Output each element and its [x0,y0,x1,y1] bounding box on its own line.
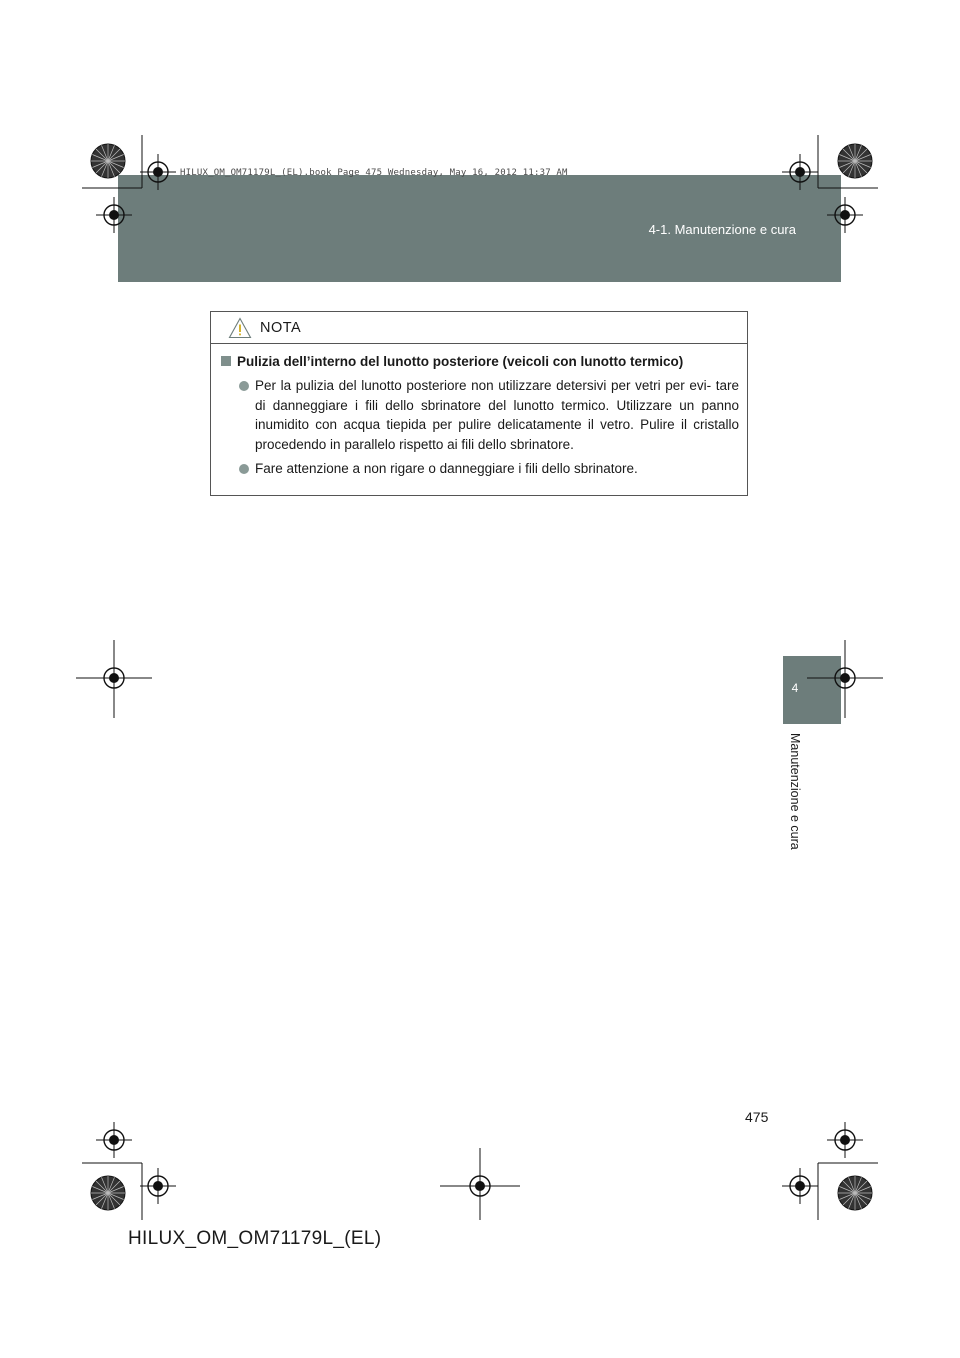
note-heading [219,352,739,371]
list-item [239,459,739,479]
circle-bullet-icon [239,381,249,391]
warning-icon [228,317,252,339]
circle-bullet-icon [239,464,249,474]
note-box [210,311,748,496]
note-heading-text: Pulizia dell’interno del lunotto posteriore (veicoli con lunotto termico) [237,354,684,369]
list-item-text: Fare attenzione a non rigare o danneggiare i fili dello sbrinatore. [255,461,638,476]
page-number: 475 [745,1109,769,1125]
note-label: NOTA [260,319,302,336]
list-item-text: Per la pulizia del lunotto posteriore non utilizzare detersivi per vetri per evi- tare di danneggiare i fili dello sbrinatore del lunotto termico. Utilizzare un panno inumidito con acqua tiepida per pulire delicatamente il vetro. Pulire il cristallo procedendo in parallelo rispetto ai fili dello sbrinatore. [255,378,739,452]
chapter-label: Manutenzione e cura [788,733,802,850]
note-header [211,312,747,344]
list-item [239,376,739,454]
square-bullet-icon [221,356,231,366]
note-body [211,344,747,479]
document-code: HILUX_OM_OM71179L_(EL) [128,1228,382,1249]
chapter-number: 4 [791,681,799,695]
section-title: 4-1. Manutenzione e cura [648,222,796,237]
book-info: HILUX_OM_OM71179L_(EL).book Page 475 Wednesday, May 16, 2012 11:37 AM [180,168,568,178]
